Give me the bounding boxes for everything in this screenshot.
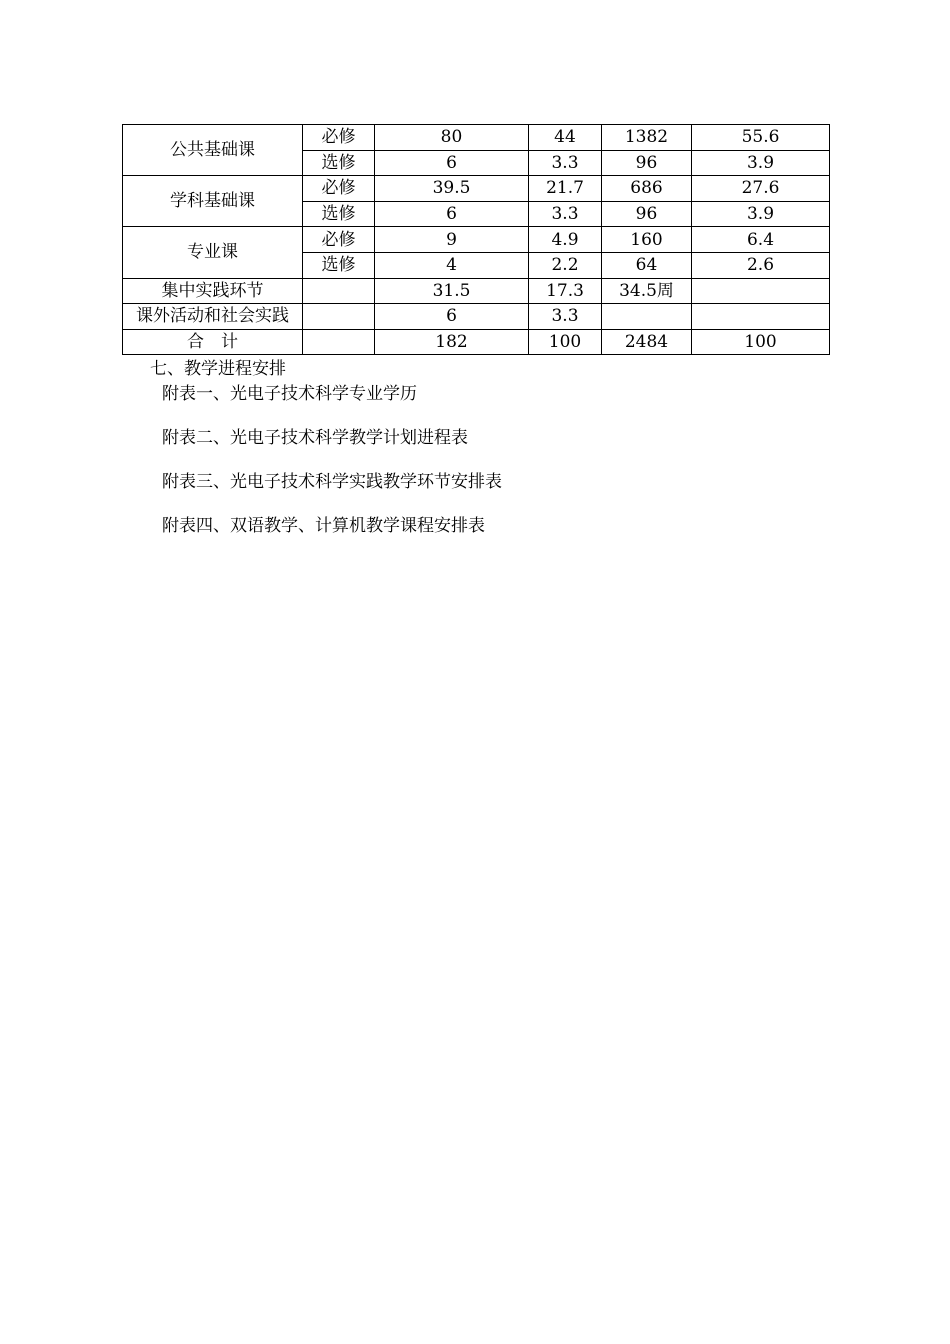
credits-cell: 6 — [375, 304, 529, 330]
table-row — [123, 304, 830, 330]
hours-cell: 96 — [602, 150, 692, 176]
course-type-cell: 必修 — [303, 227, 375, 253]
hour-percent-cell: 27.6 — [692, 176, 830, 202]
category-cell: 集中实践环节 — [123, 278, 303, 304]
credits-cell: 31.5 — [375, 278, 529, 304]
appendix-item: 附表二、光电子技术科学教学计划进程表 — [162, 428, 468, 448]
total-label-cell: 合 计 — [123, 329, 303, 355]
credits-cell: 182 — [375, 329, 529, 355]
table-row — [123, 227, 830, 253]
credit-percent-cell: 21.7 — [529, 176, 602, 202]
hours-cell: 34.5周 — [602, 278, 692, 304]
category-cell: 公共基础课 — [123, 125, 303, 176]
credits-cell: 4 — [375, 252, 529, 278]
hours-cell — [602, 304, 692, 330]
course-type-cell: 选修 — [303, 252, 375, 278]
hour-percent-cell — [692, 278, 830, 304]
credit-percent-cell: 100 — [529, 329, 602, 355]
credit-percent-cell: 17.3 — [529, 278, 602, 304]
hours-cell: 64 — [602, 252, 692, 278]
course-type-cell: 必修 — [303, 125, 375, 151]
appendix-list — [162, 383, 502, 559]
credits-cell: 6 — [375, 150, 529, 176]
category-cell: 专业课 — [123, 227, 303, 278]
credits-cell: 39.5 — [375, 176, 529, 202]
credits-cell: 9 — [375, 227, 529, 253]
hour-percent-cell: 3.9 — [692, 150, 830, 176]
hours-cell: 160 — [602, 227, 692, 253]
course-type-cell — [303, 278, 375, 304]
course-type-cell: 选修 — [303, 201, 375, 227]
hour-percent-cell: 3.9 — [692, 201, 830, 227]
table-total-row — [123, 329, 830, 355]
appendix-item: 附表一、光电子技术科学专业学历 — [162, 384, 417, 404]
credit-percent-cell: 3.3 — [529, 304, 602, 330]
credit-percent-cell: 3.3 — [529, 150, 602, 176]
hour-percent-cell: 55.6 — [692, 125, 830, 151]
hour-percent-cell: 6.4 — [692, 227, 830, 253]
hours-cell: 2484 — [602, 329, 692, 355]
category-cell: 课外活动和社会实践 — [123, 304, 303, 330]
table-row — [123, 176, 830, 202]
table-row — [123, 125, 830, 151]
table-row — [123, 278, 830, 304]
course-type-cell — [303, 329, 375, 355]
credits-cell: 6 — [375, 201, 529, 227]
credits-cell: 80 — [375, 125, 529, 151]
hours-cell: 1382 — [602, 125, 692, 151]
hours-cell: 686 — [602, 176, 692, 202]
course-type-cell: 选修 — [303, 150, 375, 176]
hours-cell: 96 — [602, 201, 692, 227]
hour-percent-cell: 100 — [692, 329, 830, 355]
credit-percent-cell: 3.3 — [529, 201, 602, 227]
credit-percent-cell: 44 — [529, 125, 602, 151]
credit-percent-cell: 4.9 — [529, 227, 602, 253]
hour-percent-cell: 2.6 — [692, 252, 830, 278]
credit-hours-summary-table — [122, 124, 830, 355]
hour-percent-cell — [692, 304, 830, 330]
course-type-cell — [303, 304, 375, 330]
section-heading: 七、教学进程安排 — [150, 359, 286, 379]
appendix-item: 附表三、光电子技术科学实践教学环节安排表 — [162, 472, 502, 492]
appendix-item: 附表四、双语教学、计算机教学课程安排表 — [162, 516, 485, 536]
credit-percent-cell: 2.2 — [529, 252, 602, 278]
course-type-cell: 必修 — [303, 176, 375, 202]
category-cell: 学科基础课 — [123, 176, 303, 227]
